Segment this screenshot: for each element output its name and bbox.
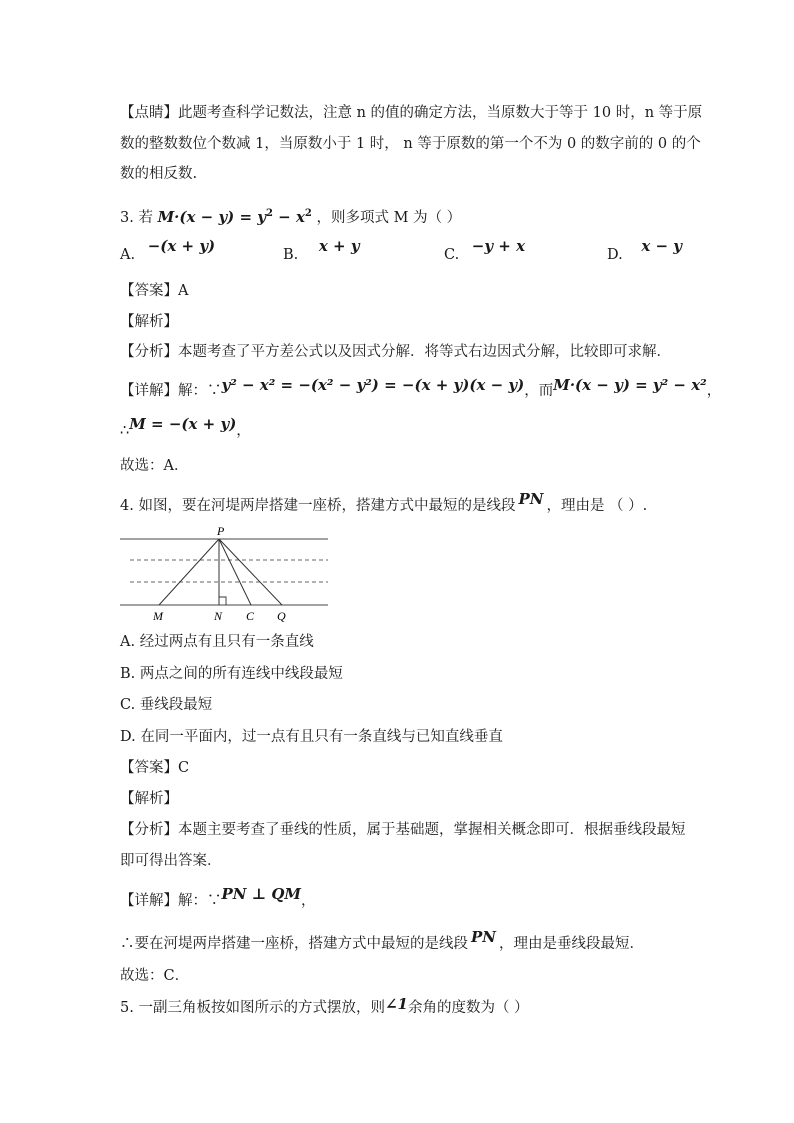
q4-option-d: D. 在同一平面内，过一点有且只有一条直线与已知直线垂直 <box>120 729 503 745</box>
right-angle-mark <box>219 597 226 605</box>
q3-stem <box>120 204 461 228</box>
q3-option-c-expr: −y + x <box>471 237 526 255</box>
segment-pq <box>219 539 282 605</box>
q4-analysis-line-1: 【分析】本题主要考查了垂线的性质，属于基础题，掌握相关概念即可．根据垂线段最短 <box>120 822 686 838</box>
q4-river-bridge-diagram <box>118 521 330 625</box>
label-q: Q <box>277 609 286 623</box>
segment-pc <box>219 539 251 605</box>
q3-detail-expr-1: y² − x² = −(x² − y²) = −(x + y)(x − y) <box>221 376 525 394</box>
q5-stem <box>120 997 529 1018</box>
q3-therefore-end: ， <box>236 423 251 439</box>
q3-equation-lhs: M·(x − y) = y <box>157 208 266 226</box>
q3-stem-tail: ，则多项式 M 为（ ） <box>316 210 462 226</box>
q3-option-c-label: C. <box>444 247 460 263</box>
q4-therefore-segment: PN <box>471 928 496 946</box>
q3-equation-rhs: − x <box>272 208 305 226</box>
q3-option-d-label: D. <box>607 247 623 263</box>
label-m: M <box>153 609 163 623</box>
q4-analysis-title: 【解析】 <box>120 791 178 807</box>
q4-detail-end: ， <box>301 893 316 909</box>
q4-detail <box>120 885 316 911</box>
q3-option-a-expr: −(x + y) <box>147 237 216 255</box>
q5-stem-suffix: 余角的度数为（ ） <box>407 1000 529 1016</box>
q3-number: 3. 若 <box>120 210 153 226</box>
q3-option-a <box>120 237 216 265</box>
q3-option-d <box>607 237 682 265</box>
q4-therefore-prefix: ∴要在河堤两岸搭建一座桥，搭建方式中最短的是线段 <box>120 936 468 952</box>
q5-stem-angle: ∠1 <box>384 995 408 1013</box>
q3-option-b-expr: x + y <box>318 237 360 255</box>
q3-detail-prefix: 【详解】解：∵ <box>120 383 222 399</box>
q4-option-a: A. 经过两点有且只有一条直线 <box>120 634 314 650</box>
label-p: P <box>217 524 225 538</box>
label-c: C <box>246 609 255 623</box>
q3-therefore-symbol: ∴ <box>120 423 130 439</box>
q4-answer: 【答案】C <box>120 760 190 776</box>
q2-comment-line-3: 数的相反数. <box>120 166 198 182</box>
q3-conclusion: 故选：A． <box>120 458 189 474</box>
q3-therefore-expr: M = −(x + y) <box>129 415 237 433</box>
q4-conclusion: 故选：C． <box>120 968 190 984</box>
q4-detail-prefix: 【详解】解：∵ <box>120 893 222 909</box>
q3-analysis-title: 【解析】 <box>120 314 178 330</box>
q3-exp-1: 2 <box>265 208 273 219</box>
q3-detail <box>120 376 722 401</box>
q4-therefore-suffix: ，理由是垂线段最短． <box>499 936 644 952</box>
q5-stem-prefix: 5. 一副三角板按如图所示的方式摆放，则 <box>120 1000 385 1016</box>
q2-comment-line-1: 【点睛】此题考查科学记数法，注意 n 的值的确定方法，当原数大于等于 10 时，n 等于原 <box>120 105 703 121</box>
q3-analysis: 【分析】本题考查了平方差公式以及因式分解．将等式右边因式分解，比较即可求解． <box>120 344 671 360</box>
label-n: N <box>214 609 223 623</box>
q3-detail-end: ， <box>706 383 722 399</box>
q4-detail-expr: PN ⊥ QM <box>221 885 302 903</box>
q3-detail-mid: ，而 <box>524 383 554 399</box>
q3-exp-2: 2 <box>304 208 312 219</box>
q2-comment-line-2: 数的整数数位个数减 1，当原数小于 1 时， n 等于原数的第一个不为 0 的数字前的 0 的个 <box>120 136 701 152</box>
q3-option-d-expr: x − y <box>641 237 682 255</box>
q4-option-b: B. 两点之间的所有连线中线段最短 <box>120 666 343 682</box>
q3-therefore <box>120 415 251 441</box>
q3-option-a-label: A. <box>120 247 136 263</box>
q4-stem <box>120 490 648 516</box>
q3-option-b-label: B. <box>283 247 299 263</box>
segment-pm <box>159 539 219 605</box>
q4-analysis-line-2: 即可得出答案． <box>120 853 222 869</box>
q4-therefore <box>120 928 644 954</box>
q4-option-c: C. 垂线段最短 <box>120 697 213 713</box>
q4-stem-segment: PN <box>518 490 544 508</box>
q4-stem-suffix: ，理由是 （ ）. <box>546 498 648 514</box>
q3-option-b <box>283 237 360 265</box>
q3-detail-expr-2: M·(x − y) = y² − x² <box>553 376 707 394</box>
q3-answer: 【答案】A <box>120 283 189 299</box>
q4-stem-prefix: 4. 如图，要在河堤两岸搭建一座桥，搭建方式中最短的是线段 <box>120 498 516 514</box>
q3-option-c <box>444 237 526 265</box>
